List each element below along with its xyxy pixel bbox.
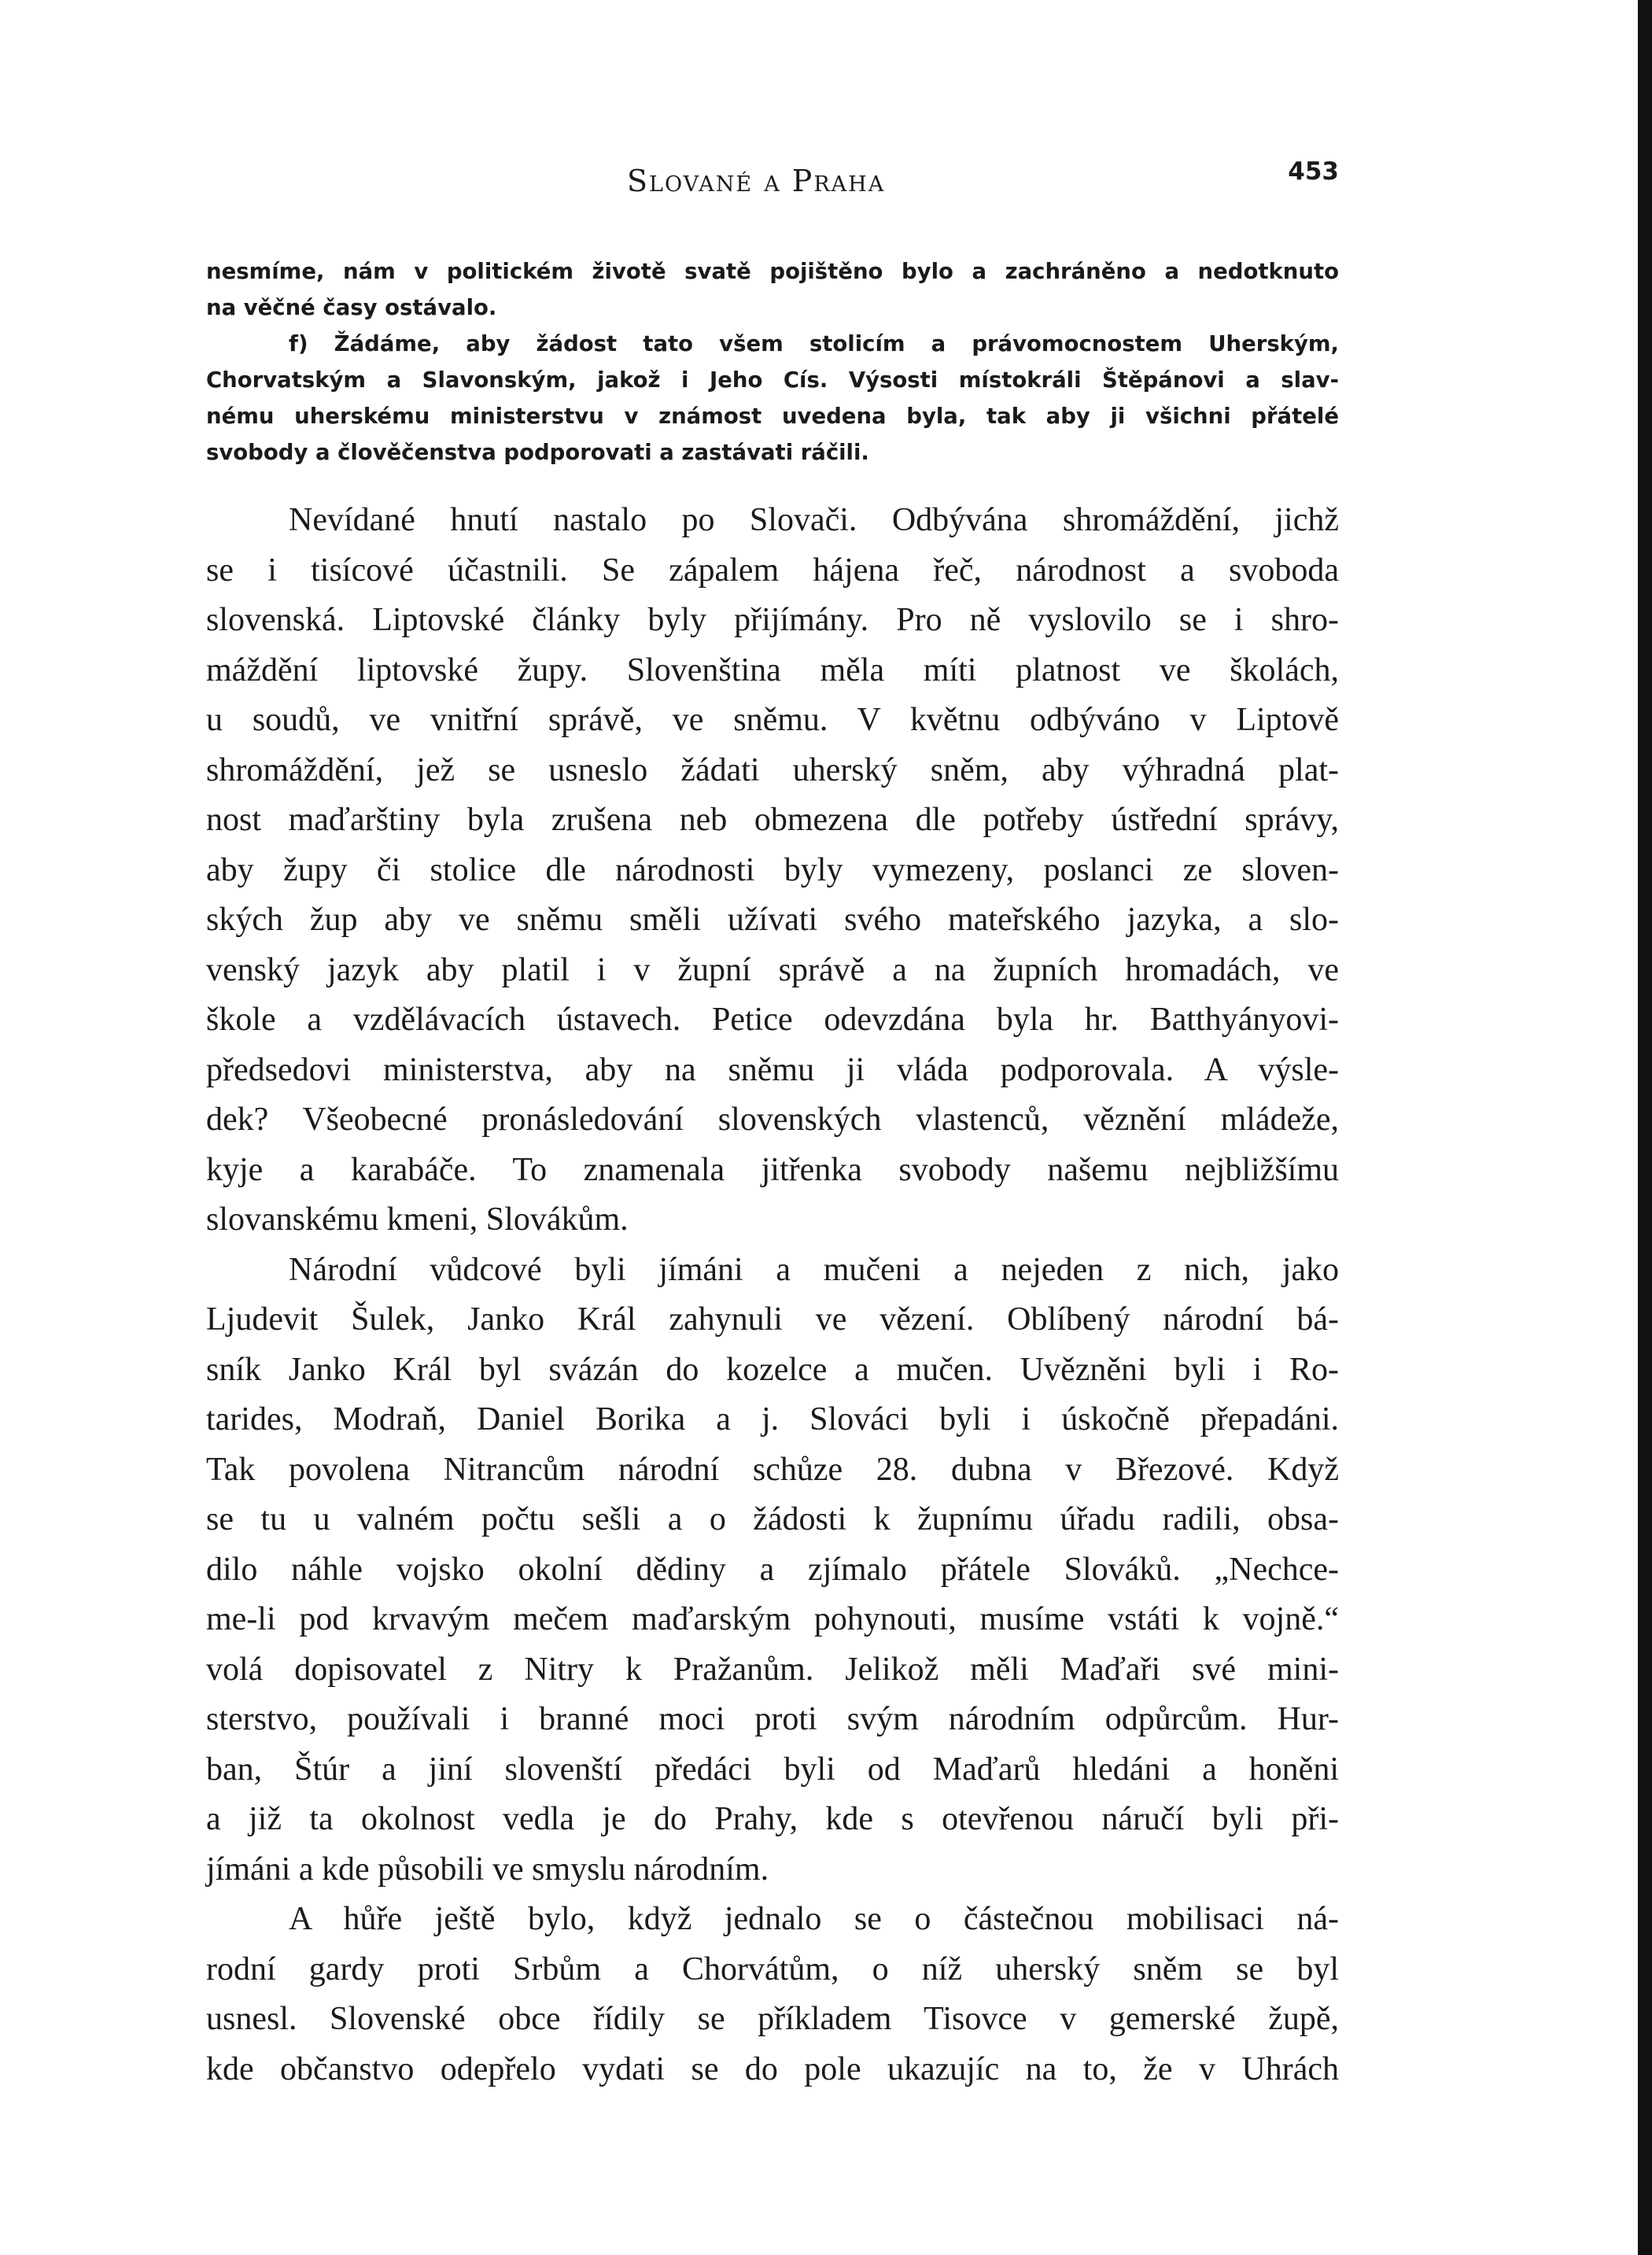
body-line: kyje a karabáče. To znamenala jitřenka svobody našemu nejbližšímu [206, 1151, 1339, 1188]
body-line: aby župy či stolice dle národnosti byly vymezeny, poslanci ze sloven- [206, 851, 1339, 888]
quoted-resolution-block [206, 253, 1339, 471]
body-line: usnesl. Slovenské obce řídily se příkladem Tisovce v gemerské župě, [206, 2001, 1339, 2037]
body-line: dilo náhle vojsko okolní dědiny a zjímalo přátele Slováků. „Nechce- [206, 1551, 1339, 1588]
body-line: Ljudevit Šulek, Janko Král zahynuli ve vězení. Oblíbený národní bá- [206, 1301, 1339, 1338]
body-line: dek? Všeobecné pronásledování slovenských vlastenců, věznění mládeže, [206, 1102, 1339, 1138]
body-line: se i tisícové účastnili. Se zápalem hájena řeč, národnost a svoboda [206, 552, 1339, 589]
body-line: nost maďarštiny byla zrušena neb obmezena dle potřeby ústřední správy, [206, 802, 1339, 838]
quote-line: svobody a člověčenstva podporovati a zastávati ráčili. [206, 440, 869, 465]
quote-line: Chorvatským a Slavonským, jakož i Jeho Cís. Výsosti místokráli Štěpánovi a slav- [206, 367, 1339, 393]
scan-border [1638, 0, 1652, 2255]
running-title: Slované a Praha [627, 164, 886, 198]
body-line: jímáni a kde působili ve smyslu národním. [206, 1851, 769, 1888]
body-line: kde občanstvo odepřelo vydati se do pole ukazujíc na to, že v Uhrách [206, 2050, 1339, 2087]
page-number: 453 [1288, 157, 1339, 186]
body-line: shromáždění, jež se usneslo žádati uherský sněm, aby výhradná plat- [206, 751, 1339, 788]
body-line: Tak povolena Nitrancům národní schůze 28. dubna v Březové. Když [206, 1451, 1339, 1488]
body-line: a již ta okolnost vedla je do Prahy, kde s otevřenou náručí byli při- [206, 1801, 1339, 1837]
body-line: ban, Štúr a jiní slovenští předáci byli od Maďarů hledáni a honěni [206, 1751, 1339, 1788]
body-line: máždění liptovské župy. Slovenština měla míti platnost ve školách, [206, 651, 1339, 688]
body-line: se tu u valném počtu sešli a o žádosti k župnímu úřadu radili, obsa- [206, 1501, 1339, 1537]
body-line: tarides, Modraň, Daniel Borika a j. Slováci byli i úskočně přepadáni. [206, 1401, 1339, 1438]
quote-line: nesmíme, nám v politickém životě svatě pojištěno bylo a zachráněno a nedotknuto [206, 259, 1339, 284]
quote-line: na věčné časy ostávalo. [206, 295, 497, 320]
body-line: rodní gardy proti Srbům a Chorvátům, o níž uherský sněm se byl [206, 1951, 1339, 1987]
body-line: Nevídané hnutí nastalo po Slovači. Odbývána shromáždění, jichž [289, 502, 1339, 538]
body-line: Národní vůdcové byli jímáni a mučeni a nejeden z nich, jako [289, 1251, 1339, 1288]
body-line: volá dopisovatel z Nitry k Pražanům. Jelikož měli Maďaři své mini- [206, 1651, 1339, 1688]
body-text [206, 496, 1339, 2094]
body-line: sterstvo, používali i branné moci proti svým národním odpůrcům. Hur- [206, 1701, 1339, 1737]
body-line: slovenská. Liptovské články byly přijímány. Pro ně vyslovilo se i shro- [206, 602, 1339, 638]
quote-line: nému uherskému ministerstvu v známost uvedena byla, tak aby ji všichni přátelé [206, 404, 1339, 429]
body-line: předsedovi ministerstva, aby na sněmu ji vláda podporovala. A výsle- [206, 1051, 1339, 1088]
running-header [206, 157, 1339, 205]
body-line: škole a vzdělávacích ústavech. Petice odevzdána byla hr. Batthyányovi- [206, 1002, 1339, 1038]
body-line: me-li pod krvavým mečem maďarským pohynouti, musíme vstáti k vojně.“ [206, 1601, 1339, 1637]
body-line: ských žup aby ve sněmu směli užívati svého mateřského jazyka, a slo- [206, 902, 1339, 938]
body-line: venský jazyk aby platil i v župní správě a na župních hromadách, ve [206, 951, 1339, 988]
quote-line: f) Žádáme, aby žádost tato všem stolicím a právomocnostem Uherským, [289, 331, 1339, 356]
body-line: sník Janko Král byl svázán do kozelce a mučen. Uvězněni byli i Ro- [206, 1351, 1339, 1388]
body-line: slovanskému kmeni, Slovákům. [206, 1201, 629, 1238]
body-line: u soudů, ve vnitřní správě, ve sněmu. V květnu odbýváno v Liptově [206, 702, 1339, 738]
body-line: A hůře ještě bylo, když jednalo se o částečnou mobilisaci ná- [289, 1901, 1339, 1937]
